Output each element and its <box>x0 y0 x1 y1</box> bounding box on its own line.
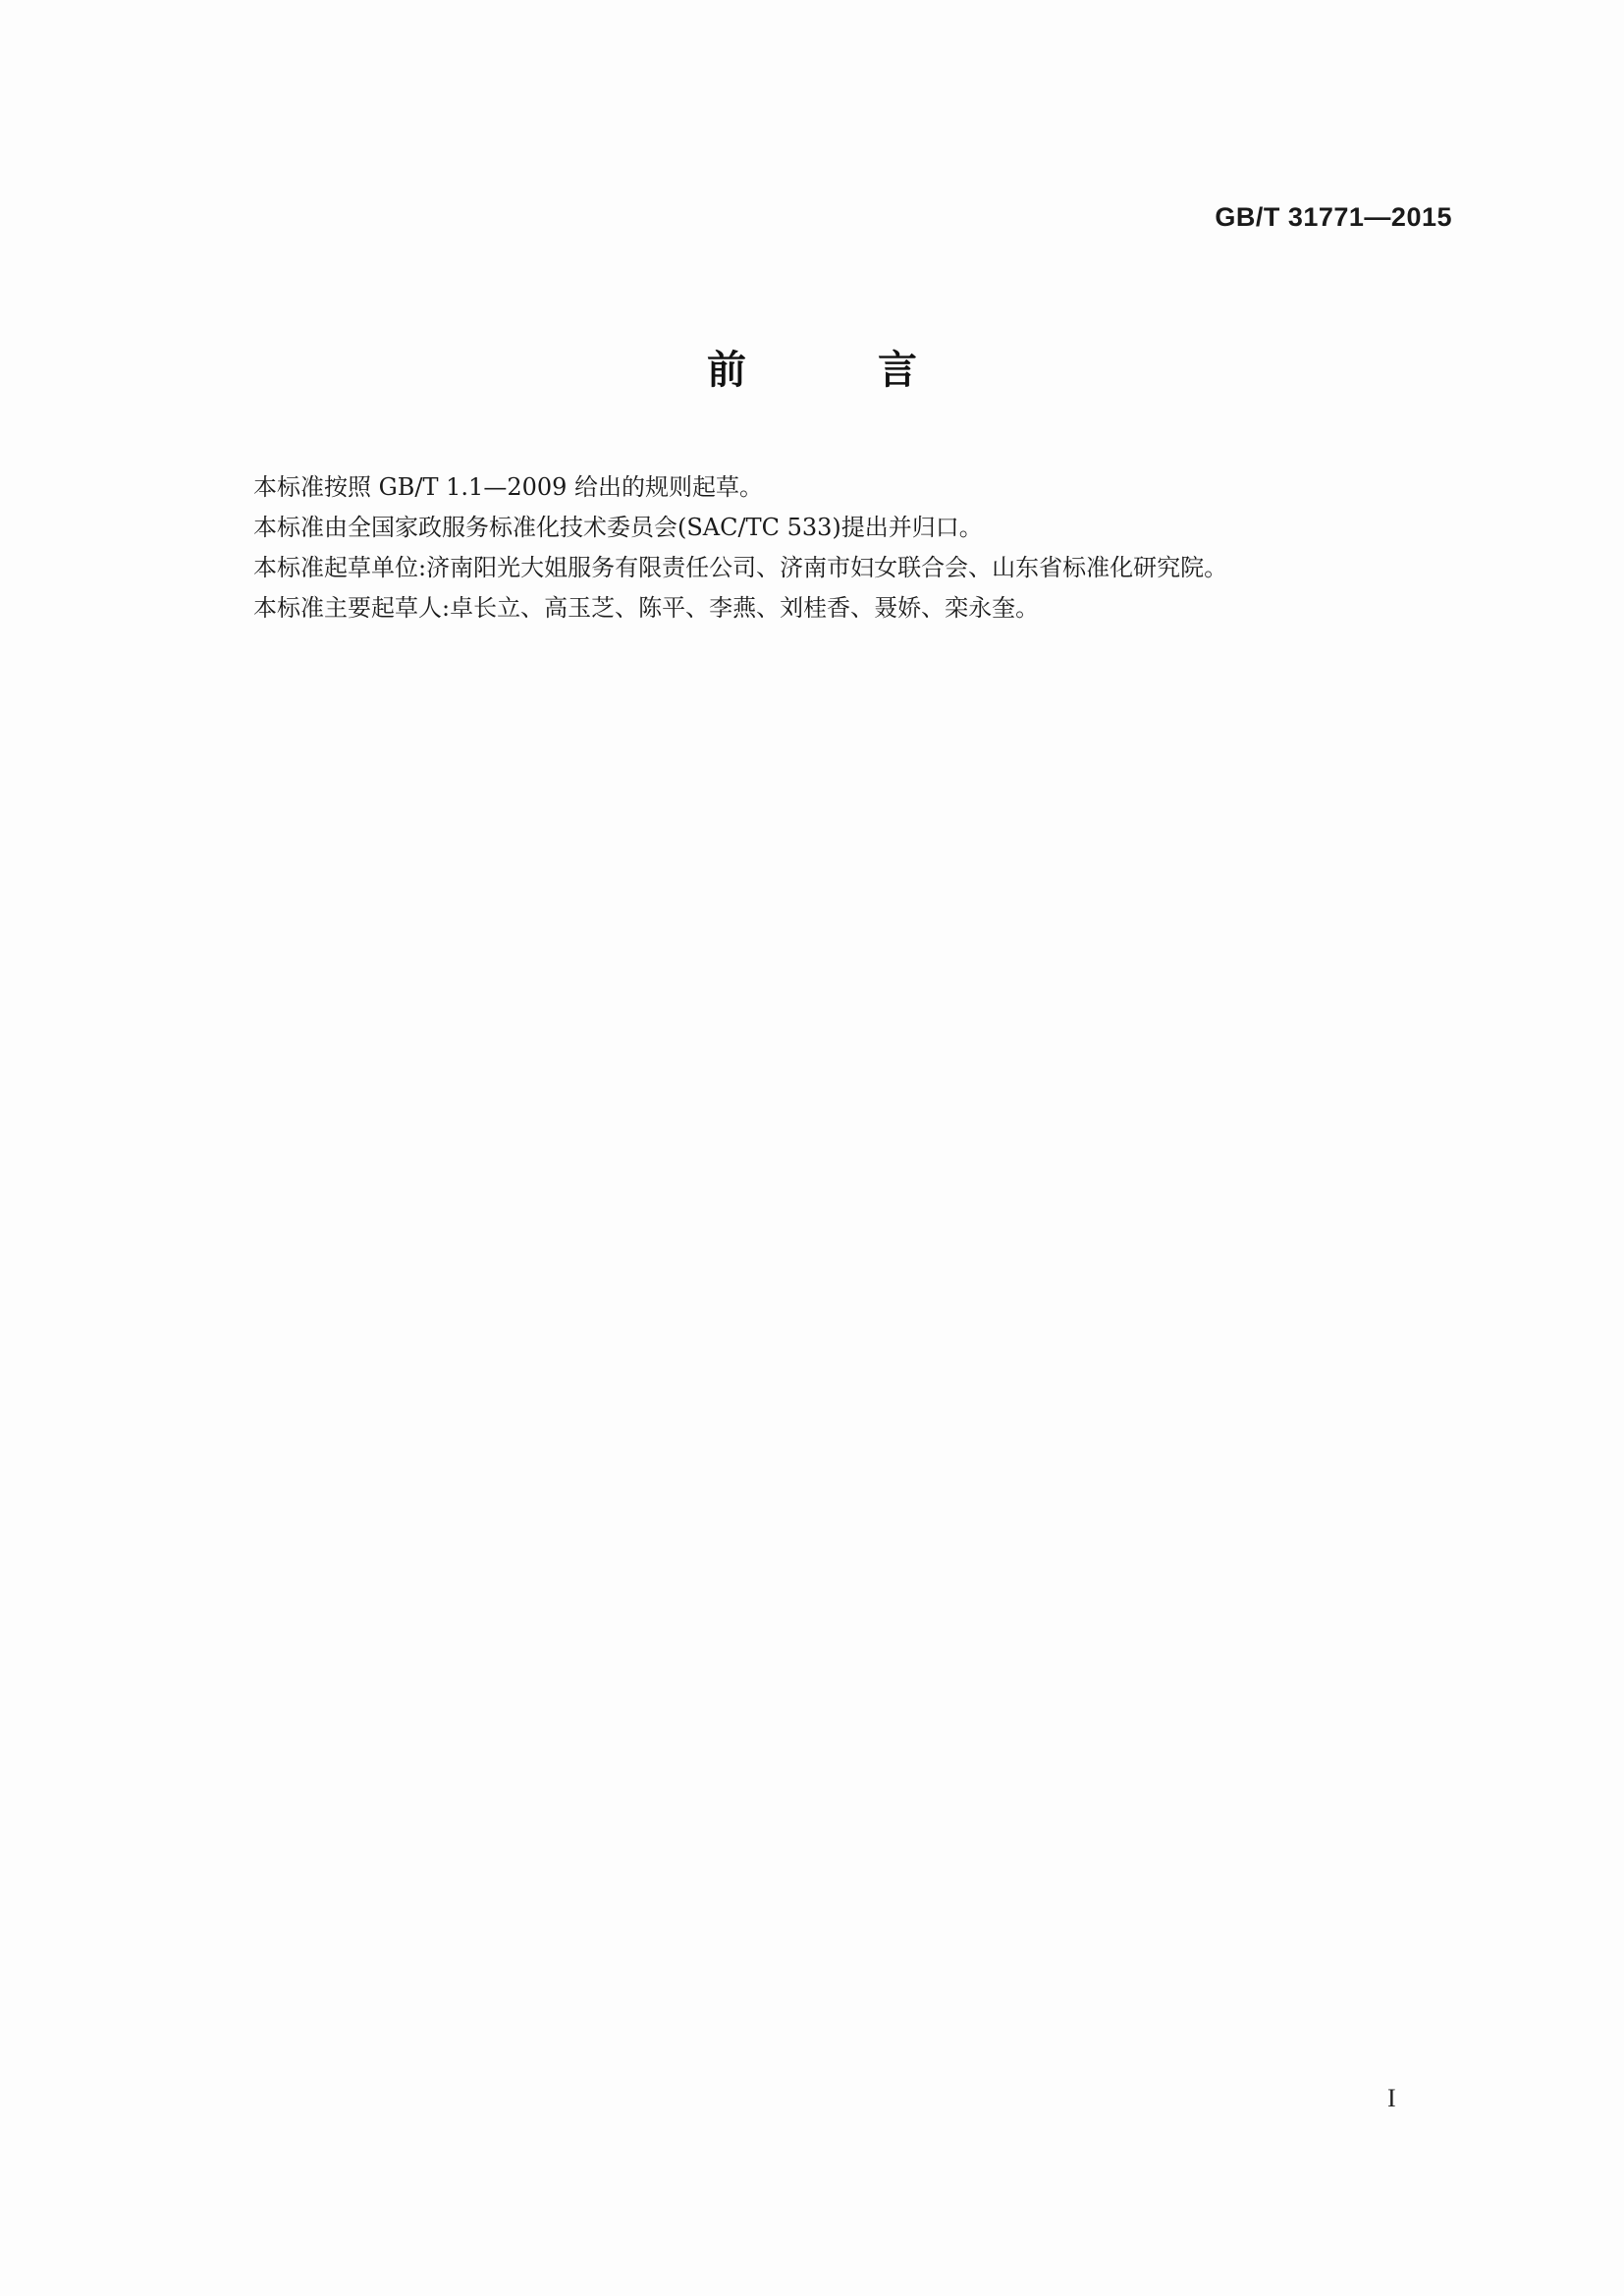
paragraph-drafting-units: 本标准起草单位:济南阳光大姐服务有限责任公司、济南市妇女联合会、山东省标准化研究院。 <box>253 554 1228 581</box>
preface-body <box>253 467 1461 629</box>
page-number: I <box>1387 2084 1396 2112</box>
paragraph-proposer: 本标准由全国家政服务标准化技术委员会(SAC/TC 533)提出并归口。 <box>253 514 983 541</box>
paragraph-drafting-rules: 本标准按照 GB/T 1.1—2009 给出的规则起草。 <box>253 473 764 501</box>
standard-id: GB/T 31771—2015 <box>1215 202 1452 232</box>
page-title: 前 言 <box>707 348 976 393</box>
paragraph-drafters: 本标准主要起草人:卓长立、高玉芝、陈平、李燕、刘桂香、聂娇、栾永奎。 <box>253 594 1040 622</box>
